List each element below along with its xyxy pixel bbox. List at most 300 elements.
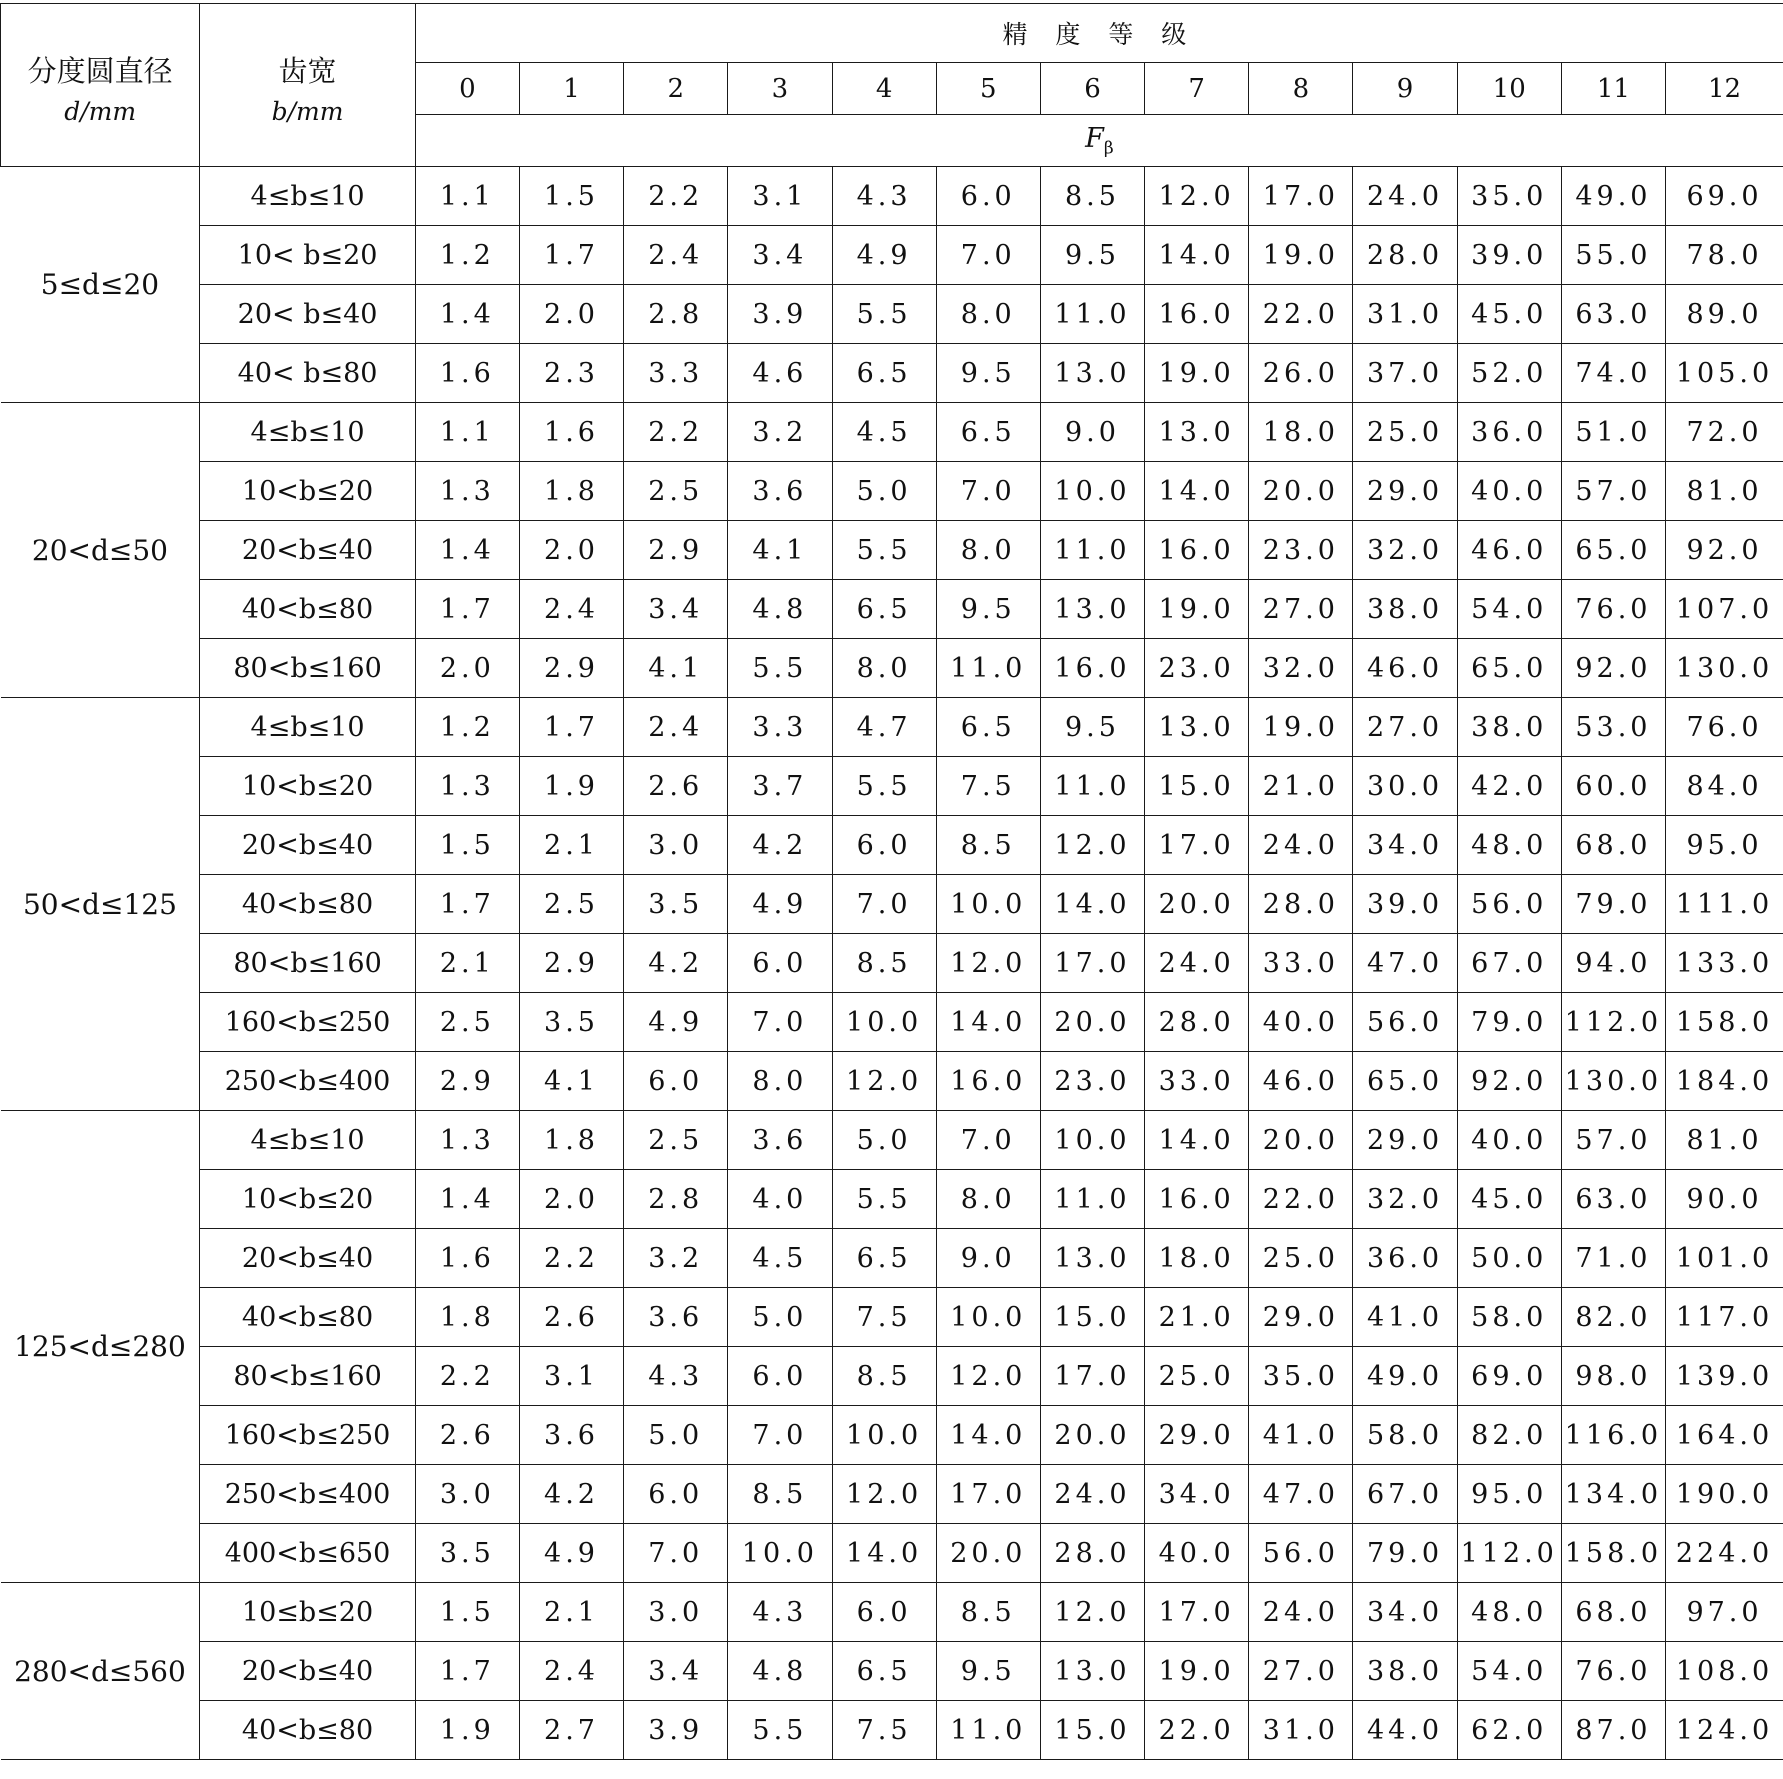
value-cell: 24.0 <box>1145 934 1249 993</box>
value-cell: 38.0 <box>1353 580 1457 639</box>
value-cell: 54.0 <box>1457 1642 1561 1701</box>
value-cell: 1.8 <box>519 1111 623 1170</box>
value-cell: 92.0 <box>1561 639 1665 698</box>
value-cell: 98.0 <box>1561 1347 1665 1406</box>
value-cell: 47.0 <box>1353 934 1457 993</box>
table-header <box>1 4 1783 167</box>
width-range-cell: 250<b≤400 <box>200 1052 415 1111</box>
value-cell: 2.2 <box>624 403 728 462</box>
value-cell: 5.0 <box>832 462 936 521</box>
value-cell: 2.0 <box>519 521 623 580</box>
value-cell: 16.0 <box>1145 1170 1249 1229</box>
value-cell: 78.0 <box>1666 226 1783 285</box>
value-cell: 2.4 <box>624 698 728 757</box>
diameter-header <box>1 4 200 167</box>
value-cell: 36.0 <box>1353 1229 1457 1288</box>
diameter-range-cell: 50<d≤125 <box>1 698 200 1111</box>
value-cell: 4.9 <box>728 875 832 934</box>
value-cell: 31.0 <box>1249 1701 1353 1760</box>
value-cell: 1.2 <box>415 226 519 285</box>
value-cell: 3.3 <box>728 698 832 757</box>
value-cell: 8.5 <box>832 1347 936 1406</box>
grade-col-6: 6 <box>1040 63 1144 115</box>
value-cell: 89.0 <box>1666 285 1783 344</box>
value-cell: 17.0 <box>1249 167 1353 226</box>
value-cell: 6.0 <box>832 1583 936 1642</box>
value-cell: 62.0 <box>1457 1701 1561 1760</box>
value-cell: 6.5 <box>832 1229 936 1288</box>
value-cell: 20.0 <box>1040 993 1144 1052</box>
value-cell: 5.0 <box>624 1406 728 1465</box>
width-range-cell: 10≤b≤20 <box>200 1583 415 1642</box>
value-cell: 79.0 <box>1353 1524 1457 1583</box>
value-cell: 8.5 <box>832 934 936 993</box>
value-cell: 67.0 <box>1457 934 1561 993</box>
value-cell: 130.0 <box>1666 639 1783 698</box>
value-cell: 95.0 <box>1666 816 1783 875</box>
value-cell: 13.0 <box>1040 1642 1144 1701</box>
value-cell: 68.0 <box>1561 816 1665 875</box>
diameter-range-cell: 20<d≤50 <box>1 403 200 698</box>
value-cell: 9.5 <box>936 580 1040 639</box>
value-cell: 28.0 <box>1145 993 1249 1052</box>
value-cell: 8.5 <box>728 1465 832 1524</box>
value-cell: 3.0 <box>415 1465 519 1524</box>
value-cell: 22.0 <box>1145 1701 1249 1760</box>
value-cell: 10.0 <box>936 1288 1040 1347</box>
value-cell: 20.0 <box>1249 1111 1353 1170</box>
value-cell: 4.2 <box>519 1465 623 1524</box>
value-cell: 13.0 <box>1145 403 1249 462</box>
value-cell: 4.1 <box>519 1052 623 1111</box>
value-cell: 2.1 <box>519 816 623 875</box>
value-cell: 12.0 <box>936 1347 1040 1406</box>
value-cell: 111.0 <box>1666 875 1783 934</box>
width-range-cell: 20<b≤40 <box>200 521 415 580</box>
value-cell: 56.0 <box>1353 993 1457 1052</box>
value-cell: 14.0 <box>936 993 1040 1052</box>
value-cell: 81.0 <box>1666 1111 1783 1170</box>
table-row <box>1 1524 1783 1583</box>
diameter-range-cell: 5≤d≤20 <box>1 167 200 403</box>
value-cell: 13.0 <box>1040 1229 1144 1288</box>
value-cell: 14.0 <box>832 1524 936 1583</box>
grade-col-4: 4 <box>832 63 936 115</box>
value-cell: 17.0 <box>1040 934 1144 993</box>
value-cell: 3.0 <box>624 1583 728 1642</box>
value-cell: 19.0 <box>1145 344 1249 403</box>
value-cell: 2.9 <box>415 1052 519 1111</box>
value-cell: 40.0 <box>1249 993 1353 1052</box>
value-cell: 8.5 <box>1040 167 1144 226</box>
value-cell: 1.5 <box>415 1583 519 1642</box>
value-cell: 22.0 <box>1249 285 1353 344</box>
value-cell: 3.4 <box>728 226 832 285</box>
value-cell: 26.0 <box>1249 344 1353 403</box>
width-range-cell: 10<b≤20 <box>200 462 415 521</box>
value-cell: 134.0 <box>1561 1465 1665 1524</box>
value-cell: 32.0 <box>1249 639 1353 698</box>
width-range-cell: 40<b≤80 <box>200 875 415 934</box>
value-cell: 49.0 <box>1353 1347 1457 1406</box>
value-cell: 108.0 <box>1666 1642 1783 1701</box>
value-cell: 1.1 <box>415 403 519 462</box>
value-cell: 13.0 <box>1145 698 1249 757</box>
table-row <box>1 1642 1783 1701</box>
value-cell: 10.0 <box>1040 462 1144 521</box>
grade-label: 精 度 等 级 <box>415 4 1783 63</box>
value-cell: 14.0 <box>936 1406 1040 1465</box>
value-cell: 9.0 <box>1040 403 1144 462</box>
value-cell: 2.0 <box>415 639 519 698</box>
value-cell: 3.5 <box>415 1524 519 1583</box>
value-cell: 2.4 <box>519 1642 623 1701</box>
value-cell: 46.0 <box>1249 1052 1353 1111</box>
value-cell: 2.3 <box>519 344 623 403</box>
value-cell: 6.0 <box>624 1465 728 1524</box>
value-cell: 9.5 <box>936 344 1040 403</box>
value-cell: 2.1 <box>519 1583 623 1642</box>
value-cell: 11.0 <box>936 1701 1040 1760</box>
value-cell: 3.4 <box>624 580 728 639</box>
value-cell: 1.5 <box>415 816 519 875</box>
table-row <box>1 580 1783 639</box>
value-cell: 2.5 <box>415 993 519 1052</box>
value-cell: 9.5 <box>1040 698 1144 757</box>
table-row <box>1 462 1783 521</box>
value-cell: 1.8 <box>415 1288 519 1347</box>
width-range-cell: 80<b≤160 <box>200 1347 415 1406</box>
value-cell: 20.0 <box>936 1524 1040 1583</box>
value-cell: 14.0 <box>1040 875 1144 934</box>
value-cell: 4.9 <box>519 1524 623 1583</box>
value-cell: 3.0 <box>624 816 728 875</box>
value-cell: 3.9 <box>624 1701 728 1760</box>
value-cell: 2.6 <box>415 1406 519 1465</box>
grade-col-3: 3 <box>728 63 832 115</box>
value-cell: 1.4 <box>415 521 519 580</box>
value-cell: 58.0 <box>1353 1406 1457 1465</box>
value-cell: 164.0 <box>1666 1406 1783 1465</box>
value-cell: 48.0 <box>1457 816 1561 875</box>
value-cell: 6.0 <box>728 1347 832 1406</box>
value-cell: 4.5 <box>832 403 936 462</box>
value-cell: 28.0 <box>1353 226 1457 285</box>
width-range-cell: 160<b≤250 <box>200 1406 415 1465</box>
value-cell: 5.5 <box>832 521 936 580</box>
value-cell: 34.0 <box>1353 816 1457 875</box>
width-range-cell: 20<b≤40 <box>200 816 415 875</box>
value-cell: 12.0 <box>1040 1583 1144 1642</box>
value-cell: 7.0 <box>728 1406 832 1465</box>
value-cell: 2.5 <box>624 462 728 521</box>
value-cell: 84.0 <box>1666 757 1783 816</box>
value-cell: 9.5 <box>936 1642 1040 1701</box>
value-cell: 1.7 <box>415 875 519 934</box>
value-cell: 29.0 <box>1353 1111 1457 1170</box>
value-cell: 6.5 <box>936 403 1040 462</box>
value-cell: 2.4 <box>624 226 728 285</box>
grade-col-2: 2 <box>624 63 728 115</box>
value-cell: 12.0 <box>1145 167 1249 226</box>
value-cell: 1.2 <box>415 698 519 757</box>
value-cell: 29.0 <box>1145 1406 1249 1465</box>
value-cell: 107.0 <box>1666 580 1783 639</box>
value-cell: 7.0 <box>936 1111 1040 1170</box>
value-cell: 48.0 <box>1457 1583 1561 1642</box>
value-cell: 12.0 <box>936 934 1040 993</box>
value-cell: 7.5 <box>936 757 1040 816</box>
diameter-range-cell: 280<d≤560 <box>1 1583 200 1760</box>
value-cell: 224.0 <box>1666 1524 1783 1583</box>
value-cell: 8.0 <box>728 1052 832 1111</box>
value-cell: 5.0 <box>728 1288 832 1347</box>
value-cell: 17.0 <box>936 1465 1040 1524</box>
value-cell: 87.0 <box>1561 1701 1665 1760</box>
width-unit: b/mm <box>271 96 344 126</box>
value-cell: 7.0 <box>728 993 832 1052</box>
value-cell: 24.0 <box>1040 1465 1144 1524</box>
width-range-cell: 80<b≤160 <box>200 934 415 993</box>
value-cell: 16.0 <box>1040 639 1144 698</box>
value-cell: 16.0 <box>1145 285 1249 344</box>
table-row <box>1 226 1783 285</box>
table-row <box>1 934 1783 993</box>
value-cell: 190.0 <box>1666 1465 1783 1524</box>
value-cell: 11.0 <box>936 639 1040 698</box>
value-cell: 44.0 <box>1353 1701 1457 1760</box>
value-cell: 2.7 <box>519 1701 623 1760</box>
value-cell: 79.0 <box>1457 993 1561 1052</box>
value-cell: 33.0 <box>1145 1052 1249 1111</box>
value-cell: 24.0 <box>1249 1583 1353 1642</box>
value-cell: 6.0 <box>728 934 832 993</box>
value-cell: 158.0 <box>1666 993 1783 1052</box>
value-cell: 6.5 <box>832 344 936 403</box>
value-cell: 3.7 <box>728 757 832 816</box>
value-cell: 10.0 <box>832 993 936 1052</box>
value-cell: 45.0 <box>1457 1170 1561 1229</box>
value-cell: 6.0 <box>936 167 1040 226</box>
width-range-cell: 160<b≤250 <box>200 993 415 1052</box>
value-cell: 76.0 <box>1666 698 1783 757</box>
value-cell: 92.0 <box>1666 521 1783 580</box>
value-cell: 2.0 <box>519 1170 623 1229</box>
value-cell: 5.5 <box>728 639 832 698</box>
value-cell: 58.0 <box>1457 1288 1561 1347</box>
value-cell: 4.1 <box>728 521 832 580</box>
value-cell: 14.0 <box>1145 462 1249 521</box>
value-cell: 4.0 <box>728 1170 832 1229</box>
value-cell: 69.0 <box>1666 167 1783 226</box>
table-row <box>1 285 1783 344</box>
value-cell: 184.0 <box>1666 1052 1783 1111</box>
value-cell: 79.0 <box>1561 875 1665 934</box>
value-cell: 1.3 <box>415 462 519 521</box>
value-cell: 82.0 <box>1561 1288 1665 1347</box>
value-cell: 7.5 <box>832 1701 936 1760</box>
value-cell: 24.0 <box>1353 167 1457 226</box>
value-cell: 3.4 <box>624 1642 728 1701</box>
value-cell: 10.0 <box>728 1524 832 1583</box>
table-row <box>1 1583 1783 1642</box>
width-range-cell: 400<b≤650 <box>200 1524 415 1583</box>
value-cell: 1.3 <box>415 757 519 816</box>
width-range-cell: 4≤b≤10 <box>200 167 415 226</box>
value-cell: 34.0 <box>1145 1465 1249 1524</box>
value-cell: 1.1 <box>415 167 519 226</box>
value-cell: 55.0 <box>1561 226 1665 285</box>
value-cell: 65.0 <box>1353 1052 1457 1111</box>
value-cell: 133.0 <box>1666 934 1783 993</box>
value-cell: 28.0 <box>1040 1524 1144 1583</box>
value-cell: 50.0 <box>1457 1229 1561 1288</box>
value-cell: 32.0 <box>1353 1170 1457 1229</box>
table-row <box>1 1701 1783 1760</box>
value-cell: 25.0 <box>1249 1229 1353 1288</box>
value-cell: 2.6 <box>624 757 728 816</box>
value-cell: 3.9 <box>728 285 832 344</box>
value-cell: 24.0 <box>1249 816 1353 875</box>
value-cell: 31.0 <box>1353 285 1457 344</box>
value-cell: 27.0 <box>1249 1642 1353 1701</box>
value-cell: 4.3 <box>624 1347 728 1406</box>
value-cell: 8.5 <box>936 816 1040 875</box>
table-row <box>1 521 1783 580</box>
value-cell: 71.0 <box>1561 1229 1665 1288</box>
value-cell: 3.5 <box>624 875 728 934</box>
value-cell: 1.6 <box>415 1229 519 1288</box>
value-cell: 23.0 <box>1145 639 1249 698</box>
value-cell: 22.0 <box>1249 1170 1353 1229</box>
value-cell: 3.5 <box>519 993 623 1052</box>
value-cell: 4.9 <box>832 226 936 285</box>
value-cell: 2.9 <box>519 639 623 698</box>
fbeta-symbol: $F_\beta$ <box>415 115 1783 167</box>
table-row <box>1 1170 1783 1229</box>
value-cell: 36.0 <box>1457 403 1561 462</box>
value-cell: 28.0 <box>1249 875 1353 934</box>
table-row <box>1 167 1783 226</box>
value-cell: 14.0 <box>1145 226 1249 285</box>
value-cell: 47.0 <box>1249 1465 1353 1524</box>
value-cell: 5.5 <box>832 1170 936 1229</box>
value-cell: 116.0 <box>1561 1406 1665 1465</box>
value-cell: 97.0 <box>1666 1583 1783 1642</box>
value-cell: 19.0 <box>1145 1642 1249 1701</box>
value-cell: 20.0 <box>1145 875 1249 934</box>
value-cell: 10.0 <box>1040 1111 1144 1170</box>
value-cell: 9.5 <box>1040 226 1144 285</box>
value-cell: 57.0 <box>1561 1111 1665 1170</box>
value-cell: 9.0 <box>936 1229 1040 1288</box>
value-cell: 8.0 <box>936 521 1040 580</box>
value-cell: 2.6 <box>519 1288 623 1347</box>
value-cell: 38.0 <box>1457 698 1561 757</box>
width-range-cell: 20<b≤40 <box>200 1229 415 1288</box>
value-cell: 17.0 <box>1040 1347 1144 1406</box>
value-cell: 92.0 <box>1457 1052 1561 1111</box>
value-cell: 1.4 <box>415 285 519 344</box>
value-cell: 45.0 <box>1457 285 1561 344</box>
grade-col-12: 12 <box>1666 63 1783 115</box>
value-cell: 63.0 <box>1561 1170 1665 1229</box>
value-cell: 46.0 <box>1353 639 1457 698</box>
value-cell: 21.0 <box>1145 1288 1249 1347</box>
value-cell: 3.6 <box>728 1111 832 1170</box>
value-cell: 158.0 <box>1561 1524 1665 1583</box>
value-cell: 4.7 <box>832 698 936 757</box>
value-cell: 7.0 <box>936 226 1040 285</box>
table-row <box>1 1111 1783 1170</box>
value-cell: 41.0 <box>1353 1288 1457 1347</box>
value-cell: 5.5 <box>728 1701 832 1760</box>
value-cell: 13.0 <box>1040 580 1144 639</box>
value-cell: 2.4 <box>519 580 623 639</box>
value-cell: 112.0 <box>1457 1524 1561 1583</box>
value-cell: 94.0 <box>1561 934 1665 993</box>
value-cell: 40.0 <box>1457 1111 1561 1170</box>
value-cell: 27.0 <box>1249 580 1353 639</box>
value-cell: 4.5 <box>728 1229 832 1288</box>
value-cell: 18.0 <box>1145 1229 1249 1288</box>
value-cell: 2.5 <box>519 875 623 934</box>
width-range-cell: 4≤b≤10 <box>200 1111 415 1170</box>
value-cell: 10.0 <box>936 875 1040 934</box>
value-cell: 117.0 <box>1666 1288 1783 1347</box>
value-cell: 67.0 <box>1353 1465 1457 1524</box>
value-cell: 72.0 <box>1666 403 1783 462</box>
value-cell: 1.7 <box>519 698 623 757</box>
value-cell: 11.0 <box>1040 521 1144 580</box>
value-cell: 7.5 <box>832 1288 936 1347</box>
value-cell: 12.0 <box>832 1052 936 1111</box>
value-cell: 5.5 <box>832 285 936 344</box>
value-cell: 17.0 <box>1145 1583 1249 1642</box>
value-cell: 2.5 <box>624 1111 728 1170</box>
value-cell: 39.0 <box>1353 875 1457 934</box>
table-row <box>1 639 1783 698</box>
value-cell: 2.2 <box>415 1347 519 1406</box>
table-row <box>1 403 1783 462</box>
value-cell: 6.0 <box>624 1052 728 1111</box>
value-cell: 49.0 <box>1561 167 1665 226</box>
value-cell: 40.0 <box>1145 1524 1249 1583</box>
value-cell: 63.0 <box>1561 285 1665 344</box>
value-cell: 35.0 <box>1249 1347 1353 1406</box>
width-header <box>200 4 415 167</box>
table-row <box>1 757 1783 816</box>
value-cell: 11.0 <box>1040 757 1144 816</box>
value-cell: 8.0 <box>832 639 936 698</box>
value-cell: 20.0 <box>1040 1406 1144 1465</box>
value-cell: 81.0 <box>1666 462 1783 521</box>
value-cell: 16.0 <box>1145 521 1249 580</box>
value-cell: 12.0 <box>1040 816 1144 875</box>
width-range-cell: 40<b≤80 <box>200 1288 415 1347</box>
value-cell: 6.5 <box>832 580 936 639</box>
value-cell: 3.2 <box>728 403 832 462</box>
value-cell: 2.8 <box>624 285 728 344</box>
value-cell: 6.0 <box>832 816 936 875</box>
value-cell: 3.6 <box>728 462 832 521</box>
value-cell: 1.5 <box>519 167 623 226</box>
value-cell: 42.0 <box>1457 757 1561 816</box>
table-row <box>1 1229 1783 1288</box>
value-cell: 4.8 <box>728 580 832 639</box>
value-cell: 2.8 <box>624 1170 728 1229</box>
grade-col-10: 10 <box>1457 63 1561 115</box>
